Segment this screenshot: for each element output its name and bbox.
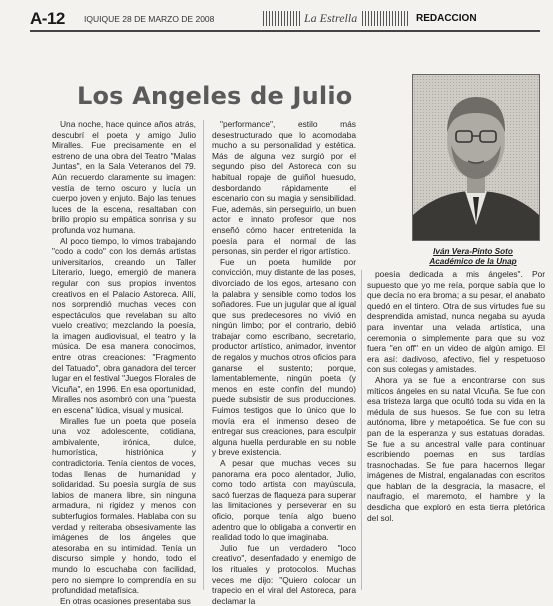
caption-role: Académico de la Unap — [429, 257, 517, 266]
header-rule — [30, 30, 540, 32]
paragraph: A pesar que muchas veces su panorama era poco alentador, Julio, como todo artista con mayúscula, sacó fuerzas de flaqueza para superar las limitaciones y perseverar en su oficio, porque tenía algo bueno adentro que lo obligaba a convertir en realidad todo lo que imaginaba. — [212, 458, 356, 543]
paragraph: Julio fue un verdadero "loco creativo", desenfadado y enemigo de los rituales y protocolos. Muchas veces me dijo: "Quiero colocar un trapecio en el viral del Astoreca, para declamar la — [212, 542, 356, 606]
paragraph: Fue un poeta humilde por convicción, muy distante de las poses, divorciado de los egos, artesano con la palabra y sensible como todos los soñadores. Fue un jugular que al igual que sus predecesores no vivió en ningún limbo; por el contrario, debió trabajar como escribano, secretario, productor artístico, animador, inventor de regalos y muchos otros oficios para ganarse el sustento; porque, lamentablemente, ningún poeta (y menos en este confín del mundo) puede subsistir de sus producciones. Fuimos testigos que lo único que lo movía era el inmenso deseo de entregar sus creaciones, para esculpir alguna huella perdurable en su noble y breve existencia. — [212, 256, 356, 458]
article-column-2 — [212, 119, 356, 606]
portrait-photo-icon — [413, 75, 539, 240]
paragraph: Ahora ya se fue a encontrarse con sus míticos ángeles en su natal Vicuña. Se fue con esa tristeza larga que ocultó toda su vida en la médula de sus huesos. Se fue con su letra autónoma, libre y metapoética. Se fue con su pan de la esperanza y sus estatuas doradas. Se fue a su ancestral valle para continuar escribiendo poemas en sus tardías trasnochadas. Se fue para hacernos llegar imágenes de Mistral, engalanadas con escritos que hablan de la desgracia, la masacre, el naufragio, el maremoto, el hambre y la desdicha que exploró en esta tierra pletórica del sol. — [367, 374, 545, 523]
caption-name: Iván Vera-Pinto Soto — [433, 247, 513, 256]
photo-caption — [398, 247, 548, 267]
column-divider — [203, 120, 204, 590]
dateline: IQUIQUE 28 DE MARZO DE 2008 — [84, 14, 215, 24]
article-title: Los Angeles de Julio — [77, 82, 353, 110]
portrait-photo — [412, 74, 540, 241]
paragraph: Miralles fue un poeta que poseía una voz adolescente, cotidiana, ambivalente, irónica, dulce, humorística, histriónica y contradictoria. Tenía cientos de voces, todas llenas de humanidad y solidaridad. Su poesía surgía de sus labios de manera libre, sin ninguna armadura, ni rigidez y menos con subterfugios formales. Hablaba con su verdad y reiteraba obsesivamente las imágenes de los ángeles que atesoraba en su intimidad. Tenía un discurso simple y hondo, todo el mundo lo escuchaba con facilidad, pero no siempre lo comprendía en su profundidad metafísica. — [52, 415, 196, 596]
masthead-name: La Estrella — [301, 11, 360, 26]
page-header — [30, 8, 540, 30]
section-label: REDACCION — [416, 13, 477, 24]
masthead-logo — [263, 11, 410, 26]
article-column-3 — [367, 269, 545, 523]
paragraph: En otras ocasiones presentaba sus — [60, 595, 191, 606]
paragraph: poesía dedicada a mis ángeles". Por supuesto que yo me reía, porque sabía que lo que decía no era broma; a su pesar, el anabato quedó en el tintero. Otra de sus virtudes fue su desprendida amistad, nunca negaba su ayuda para inventar una velada artística, una ceremonia o simplemente para que su voz fuera "en off" en un video de algún amigo. El era así: dadivoso, afectivo, fiel y respetuoso con sus colegas y amistades. — [367, 269, 545, 375]
paragraph: Al poco tiempo, lo vimos trabajando "codo a codo" con los demás artistas universitarios, creando un Taller Literario, luego, emergió de manera regular con sus propios inventos creativos en el Palacio Astoreca. Allí, nos sorprendió muchas veces con espectáculos que revelaban su alto vuelo creativo; mezclando la poesía, la imagen audiovisual, el teatro y la música. De esa manera conocimos, entre otras creaciones: "Fragmento del Tatuado", obra ganadora del tercer lugar en el festival "Juegos Florales de Vicuña", en 1996. En esa oportunidad, Miralles nos asombró con una "puesta en escena" lúdica, visual y musical. — [52, 235, 196, 416]
paragraph: Una noche, hace quince años atrás, descubrí el poeta y amigo Julio Miralles. Fue precisamente en el estreno de una obra del Teatro "Malas Juntas", en la Sala Veteranos del 79. Aún recuerdo claramente su imagen: vestía de terno oscuro y lucía un cuerpo joven y enjuto. Bajo las tenues luces de la escena, resaltaban con brillo propio su empática sonrisa y su profunda voz humana. — [52, 119, 196, 235]
article-column-1 — [52, 119, 196, 606]
paragraph: "performance", estilo más desestructurado que lo acomodaba mucho a su personalidad y estética. Más de alguna vez surgió por el segundo piso del Astoreca con su habitual ropaje de guiñol huesudo, desbordando rápidamente el escenario con su magia y sensibilidad. Fue, además, sin perseguirlo, un buen actor e innato profesor que nos enseñó cómo hacer entretenida la poesía para el normal de las personas, sin perder el rigor artístico. — [212, 119, 356, 257]
column-divider — [361, 270, 362, 590]
page-number: A-12 — [30, 9, 65, 28]
